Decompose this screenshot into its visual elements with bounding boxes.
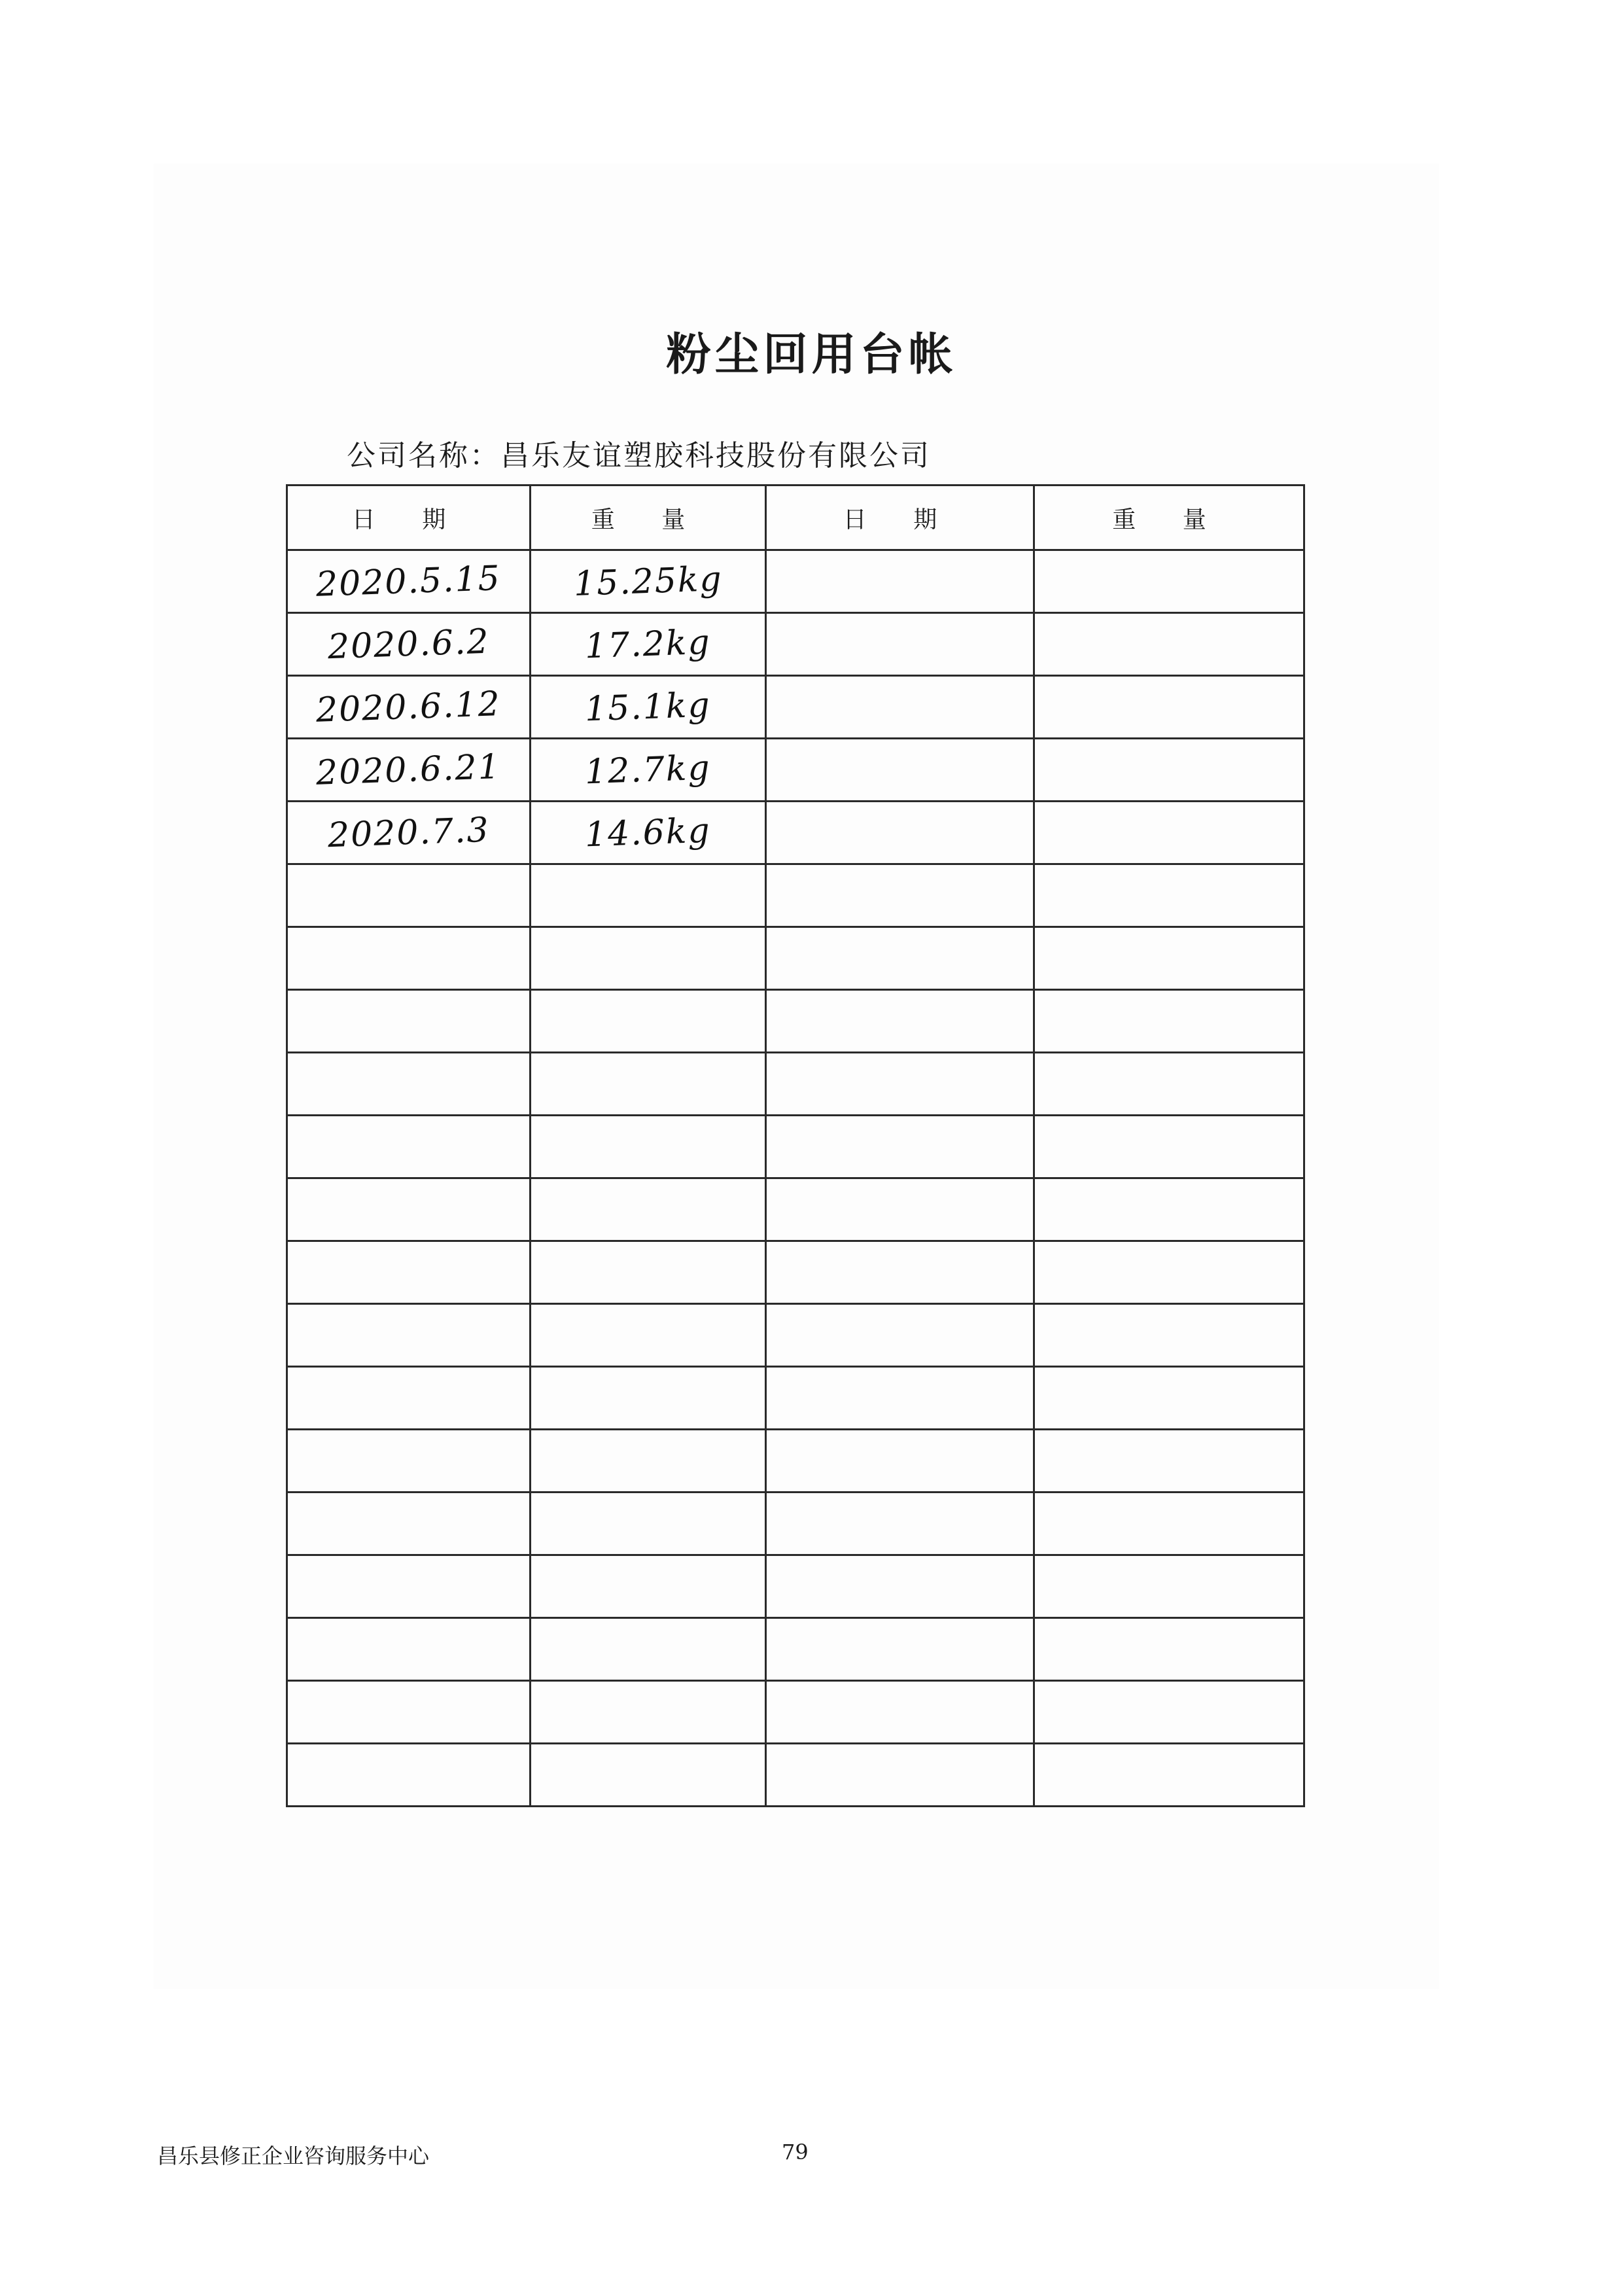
empty-cell — [766, 613, 1034, 676]
empty-cell — [1034, 676, 1304, 739]
table-row — [287, 802, 1304, 864]
date-cell: 2020.7.3 — [287, 802, 531, 864]
table-row — [287, 1053, 1304, 1116]
weight-cell: 12.7kg — [531, 739, 766, 802]
empty-cell — [766, 676, 1034, 739]
empty-cell — [766, 550, 1034, 613]
table-row — [287, 1681, 1304, 1744]
empty-cell — [1034, 739, 1304, 802]
weight-cell: 17.2kg — [531, 613, 766, 676]
weight-cell: 15.1kg — [531, 676, 766, 739]
table-row — [287, 550, 1304, 613]
empty-cell — [1034, 550, 1304, 613]
date-cell: 2020.6.21 — [287, 739, 531, 802]
page-title: 粉尘回用台帐 — [666, 329, 957, 381]
header-weight-1: 重 量 — [531, 486, 766, 550]
table-row — [287, 613, 1304, 676]
table-row — [287, 676, 1304, 739]
dust-reuse-ledger-table — [286, 484, 1305, 1807]
table-row — [287, 1178, 1304, 1241]
page-number: 79 — [782, 2140, 809, 2164]
table-row — [287, 739, 1304, 802]
empty-cell — [1034, 613, 1304, 676]
header-date-2: 日 期 — [766, 486, 1034, 550]
table-row — [287, 1492, 1304, 1555]
table-row — [287, 1241, 1304, 1304]
table-row — [287, 1555, 1304, 1618]
weight-cell: 15.25kg — [531, 550, 766, 613]
header-weight-2: 重 量 — [1034, 486, 1304, 550]
date-cell: 2020.6.2 — [287, 613, 531, 676]
table-row — [287, 927, 1304, 990]
table-row — [287, 1304, 1304, 1367]
header-date-1: 日 期 — [287, 486, 531, 550]
company-name: 公司名称：昌乐友谊塑胶科技股份有限公司 — [347, 439, 931, 472]
table-row — [287, 1744, 1304, 1807]
table-row — [287, 1367, 1304, 1430]
empty-cell — [1034, 802, 1304, 864]
date-cell: 2020.5.15 — [287, 550, 531, 613]
table-row — [287, 1618, 1304, 1681]
table-row — [287, 1116, 1304, 1178]
table-row — [287, 1430, 1304, 1492]
weight-cell: 14.6kg — [531, 802, 766, 864]
table-header-row — [287, 486, 1304, 550]
empty-cell — [766, 739, 1034, 802]
empty-cell — [766, 802, 1034, 864]
date-cell: 2020.6.12 — [287, 676, 531, 739]
footer-organization: 昌乐县修正企业咨询服务中心 — [157, 2144, 430, 2168]
table-row — [287, 990, 1304, 1053]
table-row — [287, 864, 1304, 927]
